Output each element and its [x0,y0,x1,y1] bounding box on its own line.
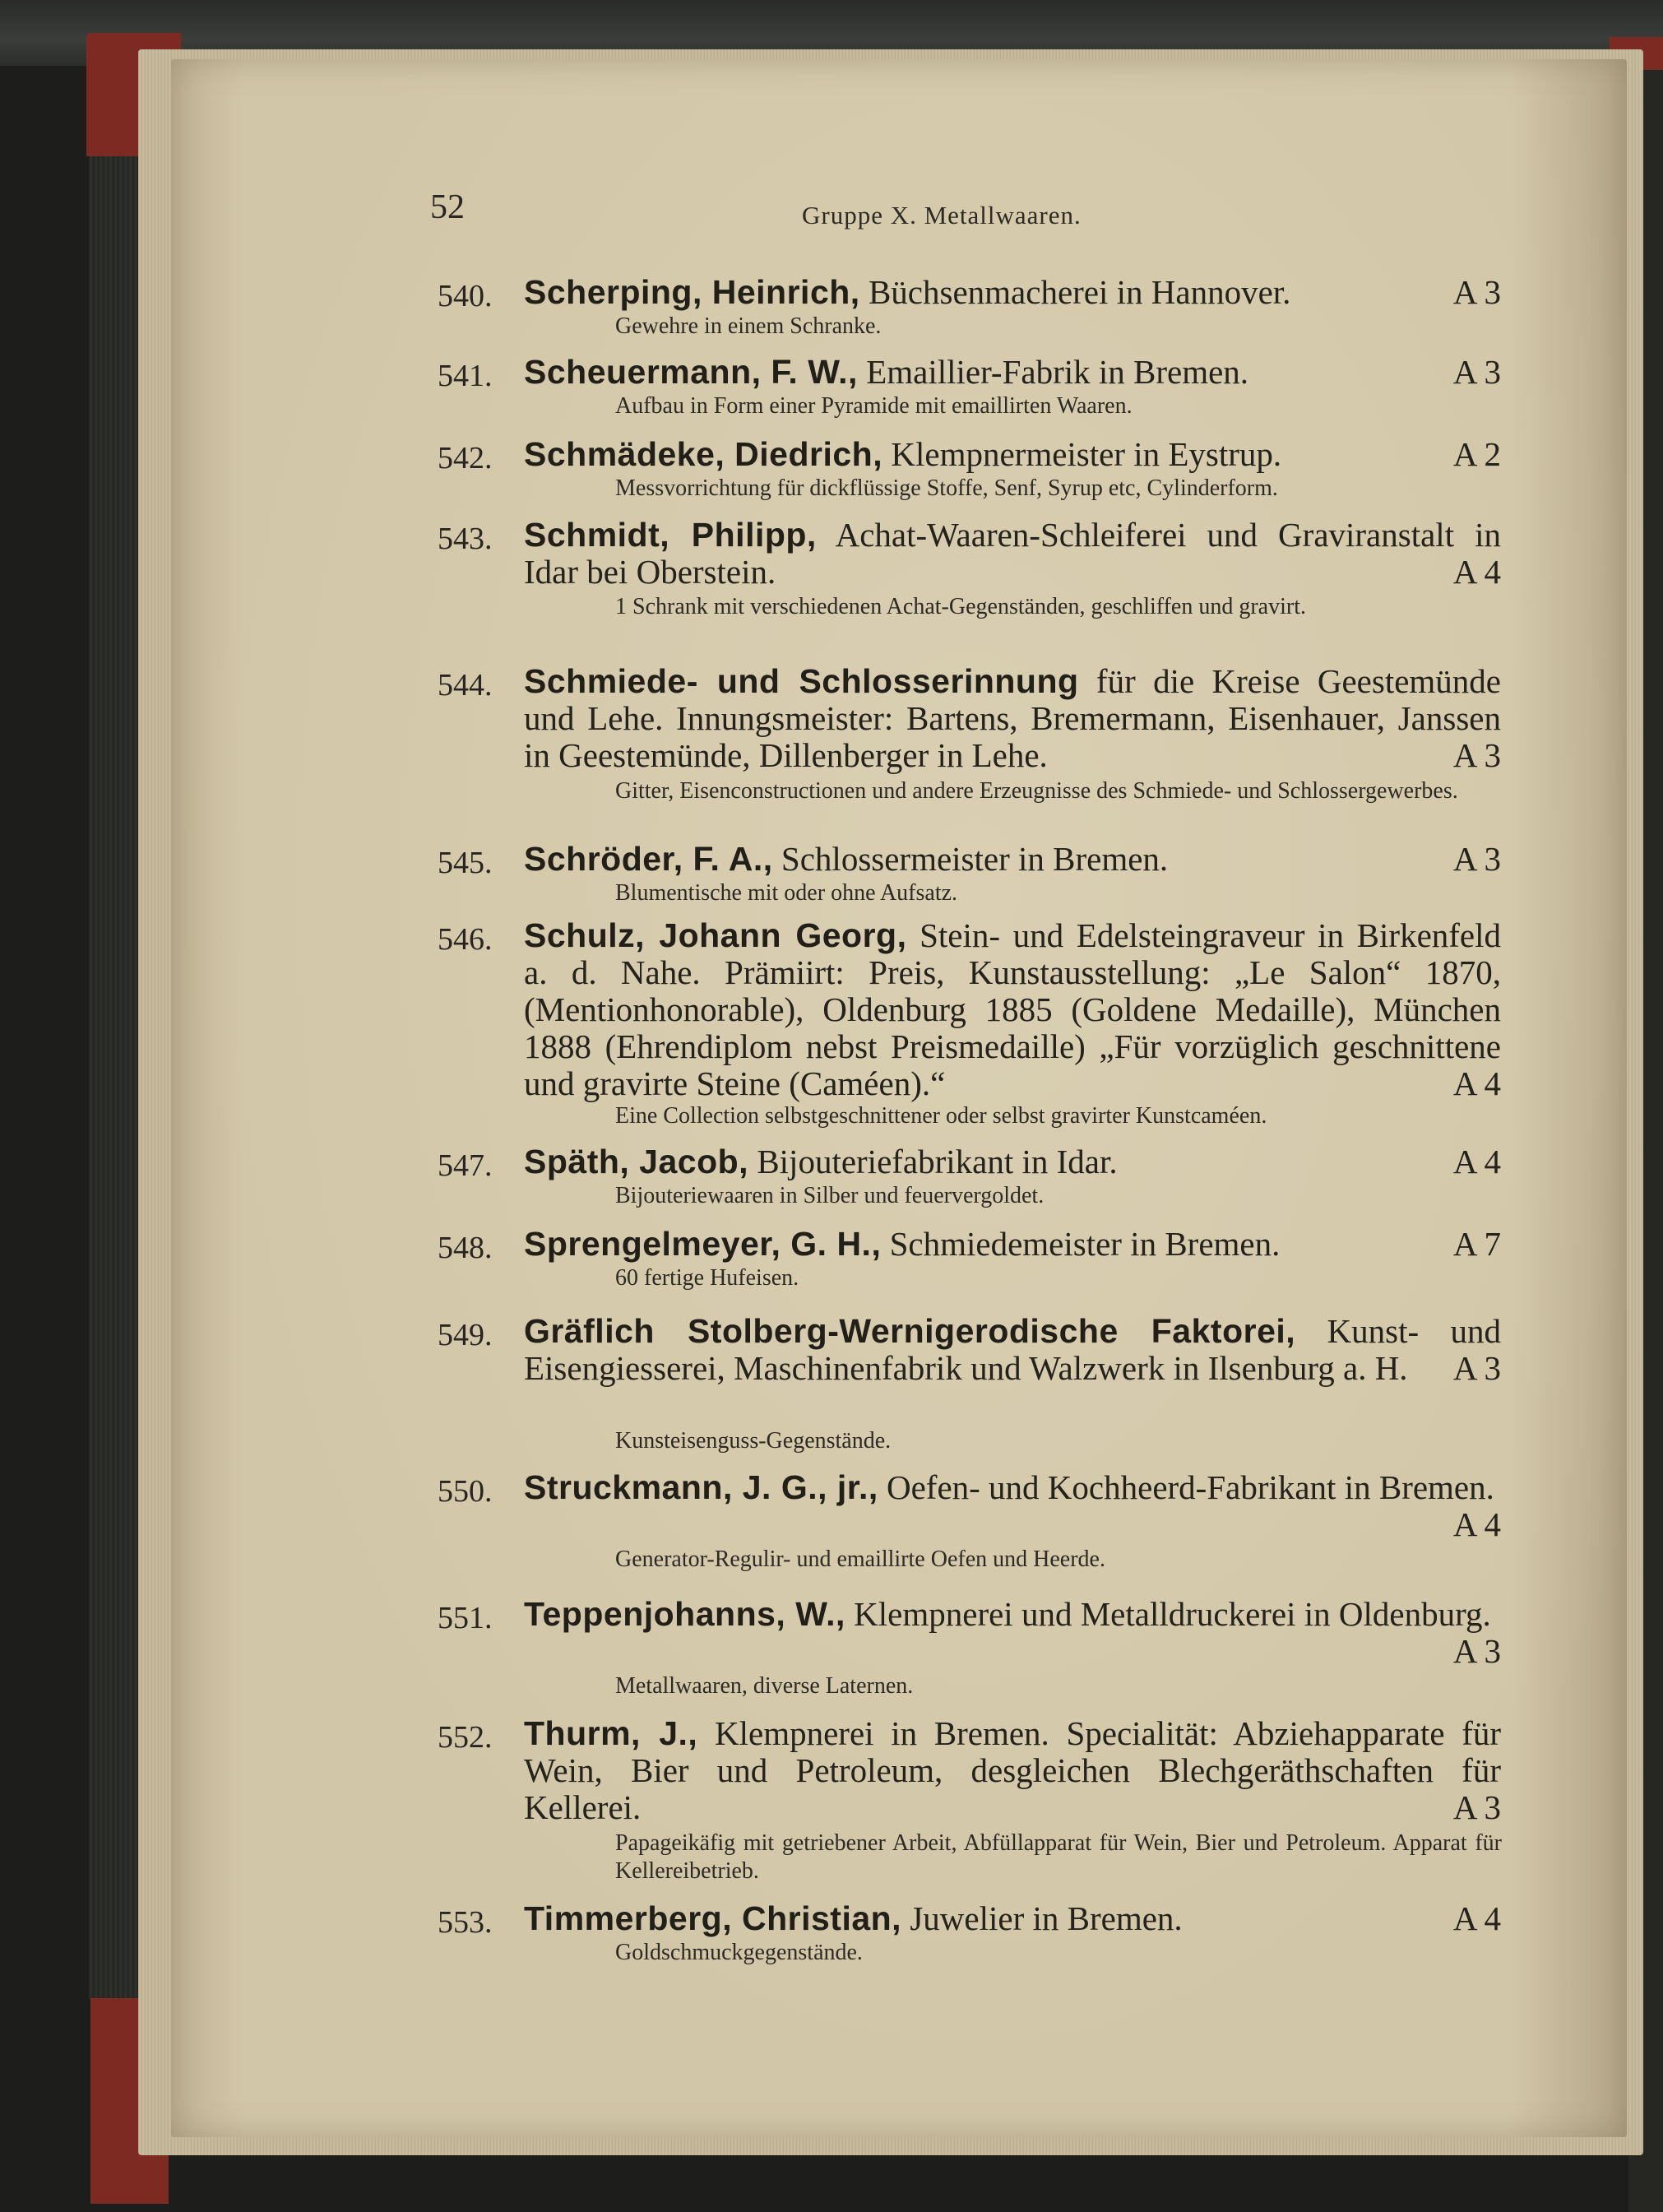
entry-text: Klempnerei in Bremen. Specialität: Abziehapparate für Wein, Bier und Petroleum, desgleichen Blechgeräthschaften für Kellerei. [524,1714,1501,1826]
location-mark: A 2 [1452,435,1501,473]
exhibitor-name: Scherping, Heinrich, [524,273,860,311]
exhibitor-name: Scheuermann, F. W., [524,353,858,391]
entry-number: 546. [438,922,493,957]
entry-description [524,436,1501,473]
exhibitor-name: Schulz, Johann Georg, [524,916,907,954]
exhibit-description: Metallwaaren, diverse Laternen. [615,1673,914,1699]
location-mark: A 3 [1452,1788,1501,1826]
exhibit-description: Messvorrichtung für dickflüssige Stoffe, Senf, Syrup etc, Cylinderform. [615,475,1278,501]
entry-number: 549. [438,1318,493,1352]
entry-number: 543. [438,522,493,556]
location-mark: A 3 [1452,1349,1501,1387]
page-number: 52 [430,188,465,226]
location-mark: A 3 [1452,353,1501,391]
exhibit-description: Bijouteriewaaren in Silber und feuervergoldet. [615,1183,1045,1208]
exhibitor-name: Späth, Jacob, [524,1143,749,1180]
exhibitor-name: Schröder, F. A., [524,840,773,878]
entry-number: 544. [438,668,493,703]
entry-number: 550. [438,1474,493,1509]
entry-description [524,517,1501,591]
entry-description [524,1900,1501,1937]
entry-text: Achat-Waaren-Schleiferei und Graviranstalt in Idar bei Oberstein. [524,516,1501,591]
page-header [0,181,1663,247]
location-mark: A 3 [1452,840,1501,878]
entry-description [524,663,1501,774]
entry-number: 548. [438,1231,493,1265]
exhibit-description: Gitter, Eisenconstructionen und andere Erzeugnisse des Schmiede- und Schlossergewerbes. [615,778,1458,804]
exhibit-description: 1 Schrank mit verschiedenen Achat-Gegenständen, geschliffen und gravirt. [615,594,1306,619]
entry-description [524,274,1501,311]
entry-text: Bijouteriefabrikant in Idar. [757,1143,1118,1180]
entry-description [524,1143,1501,1180]
exhibitor-name: Schmiede- und Schlosserinnung [524,662,1079,700]
entry-text: Juwelier in Bremen. [910,1899,1183,1937]
exhibit-description: Eine Collection selbstgeschnittener oder selbst gravirter Kunstcaméen. [615,1103,1267,1129]
entry-number: 545. [438,846,493,880]
exhibitor-name: Thurm, J., [524,1714,698,1752]
exhibitor-name: Gräflich Stolberg-Wernigerodische Faktorei, [524,1312,1296,1350]
entry-description [524,917,1501,1102]
entry-description [524,1469,1501,1543]
entry-text: Büchsenmacherei in Hannover. [868,273,1291,311]
exhibitor-name: Timmerberg, Christian, [524,1899,902,1937]
entry-text: Schmiedemeister in Bremen. [889,1225,1281,1263]
exhibitor-name: Schmidt, Philipp, [524,516,817,554]
entry-text: Klempnermeister in Eystrup. [891,435,1282,473]
entry-text: Schlossermeister in Bremen. [781,840,1169,878]
entry-number: 542. [438,441,493,475]
entry-text: Oefen- und Kochheerd-Fabrikant in Bremen. [887,1468,1494,1506]
entry-text: Stein- und Edelsteingraveur in Birkenfeld a. d. Nahe. Prämiirt: Preis, Kunstausstellung: „Le Salon“ 1870, (Mentionhonorable), Oldenburg 1885 (Goldene Medaille), München 1888 (Ehrendiplom nebst Preismedaille) „Für vorzüglich geschnittene und gravirte Steine (Caméen).“ [524,916,1502,1102]
exhibit-description: 60 fertige Hufeisen. [615,1265,799,1291]
location-mark: A 4 [1452,1899,1501,1937]
entry-text: Emaillier-Fabrik in Bremen. [866,353,1249,391]
location-mark: A 3 [1452,736,1501,774]
entry-number: 540. [438,279,493,313]
exhibit-description: Kunsteisenguss-Gegenstände. [615,1428,892,1454]
running-title: Gruppe X. Metallwaaren. [802,201,1082,230]
exhibit-description: Generator-Regulir- und emaillirte Oefen und Heerde. [615,1547,1105,1572]
location-mark: A 4 [1452,553,1501,591]
entry-number: 551. [438,1601,493,1635]
entry-number: 553. [438,1905,493,1940]
exhibitor-name: Teppenjohanns, W., [524,1595,845,1633]
exhibit-description: Gewehre in einem Schranke. [615,313,882,339]
entry-number: 541. [438,359,493,393]
exhibitor-name: Struckmann, J. G., jr., [524,1468,878,1506]
location-mark: A 4 [1452,1505,1501,1543]
entry-description [524,1313,1501,1387]
exhibitor-name: Schmädeke, Diedrich, [524,435,883,473]
location-mark: A 3 [1452,273,1501,311]
location-mark: A 7 [1452,1225,1501,1263]
entry-description [524,841,1501,878]
exhibit-description: Papageikäfig mit getriebener Arbeit, Abfüllapparat für Wein, Bier und Petroleum. Apparat für Kellereibetrieb. [615,1830,1502,1884]
entry-text: für die Kreise Geestemünde und Lehe. Innungsmeister: Bartens, Bremermann, Eisenhauer, Janssen in Geestemünde, Dillenberger in Lehe. [524,662,1501,774]
location-mark: A 4 [1452,1064,1501,1102]
entry-number: 547. [438,1148,493,1183]
location-mark: A 3 [1452,1632,1501,1670]
exhibit-description: Aufbau in Form einer Pyramide mit emaillirten Waaren. [615,393,1133,419]
entry-text: Klempnerei und Metalldruckerei in Oldenburg. [854,1595,1491,1633]
exhibit-description: Goldschmuckgegenstände. [615,1940,863,1965]
location-mark: A 4 [1452,1143,1501,1180]
exhibit-description: Blumentische mit oder ohne Aufsatz. [615,880,958,906]
entry-description [524,1715,1501,1826]
entry-description [524,1596,1501,1670]
entry-description [524,1226,1501,1263]
entry-text: Kunst- und Eisengiesserei, Maschinenfabrik und Walzwerk in Ilsenburg a. H. [524,1312,1502,1387]
exhibitor-name: Sprengelmeyer, G. H., [524,1225,882,1263]
entry-number: 552. [438,1720,493,1755]
entry-description [524,354,1501,391]
